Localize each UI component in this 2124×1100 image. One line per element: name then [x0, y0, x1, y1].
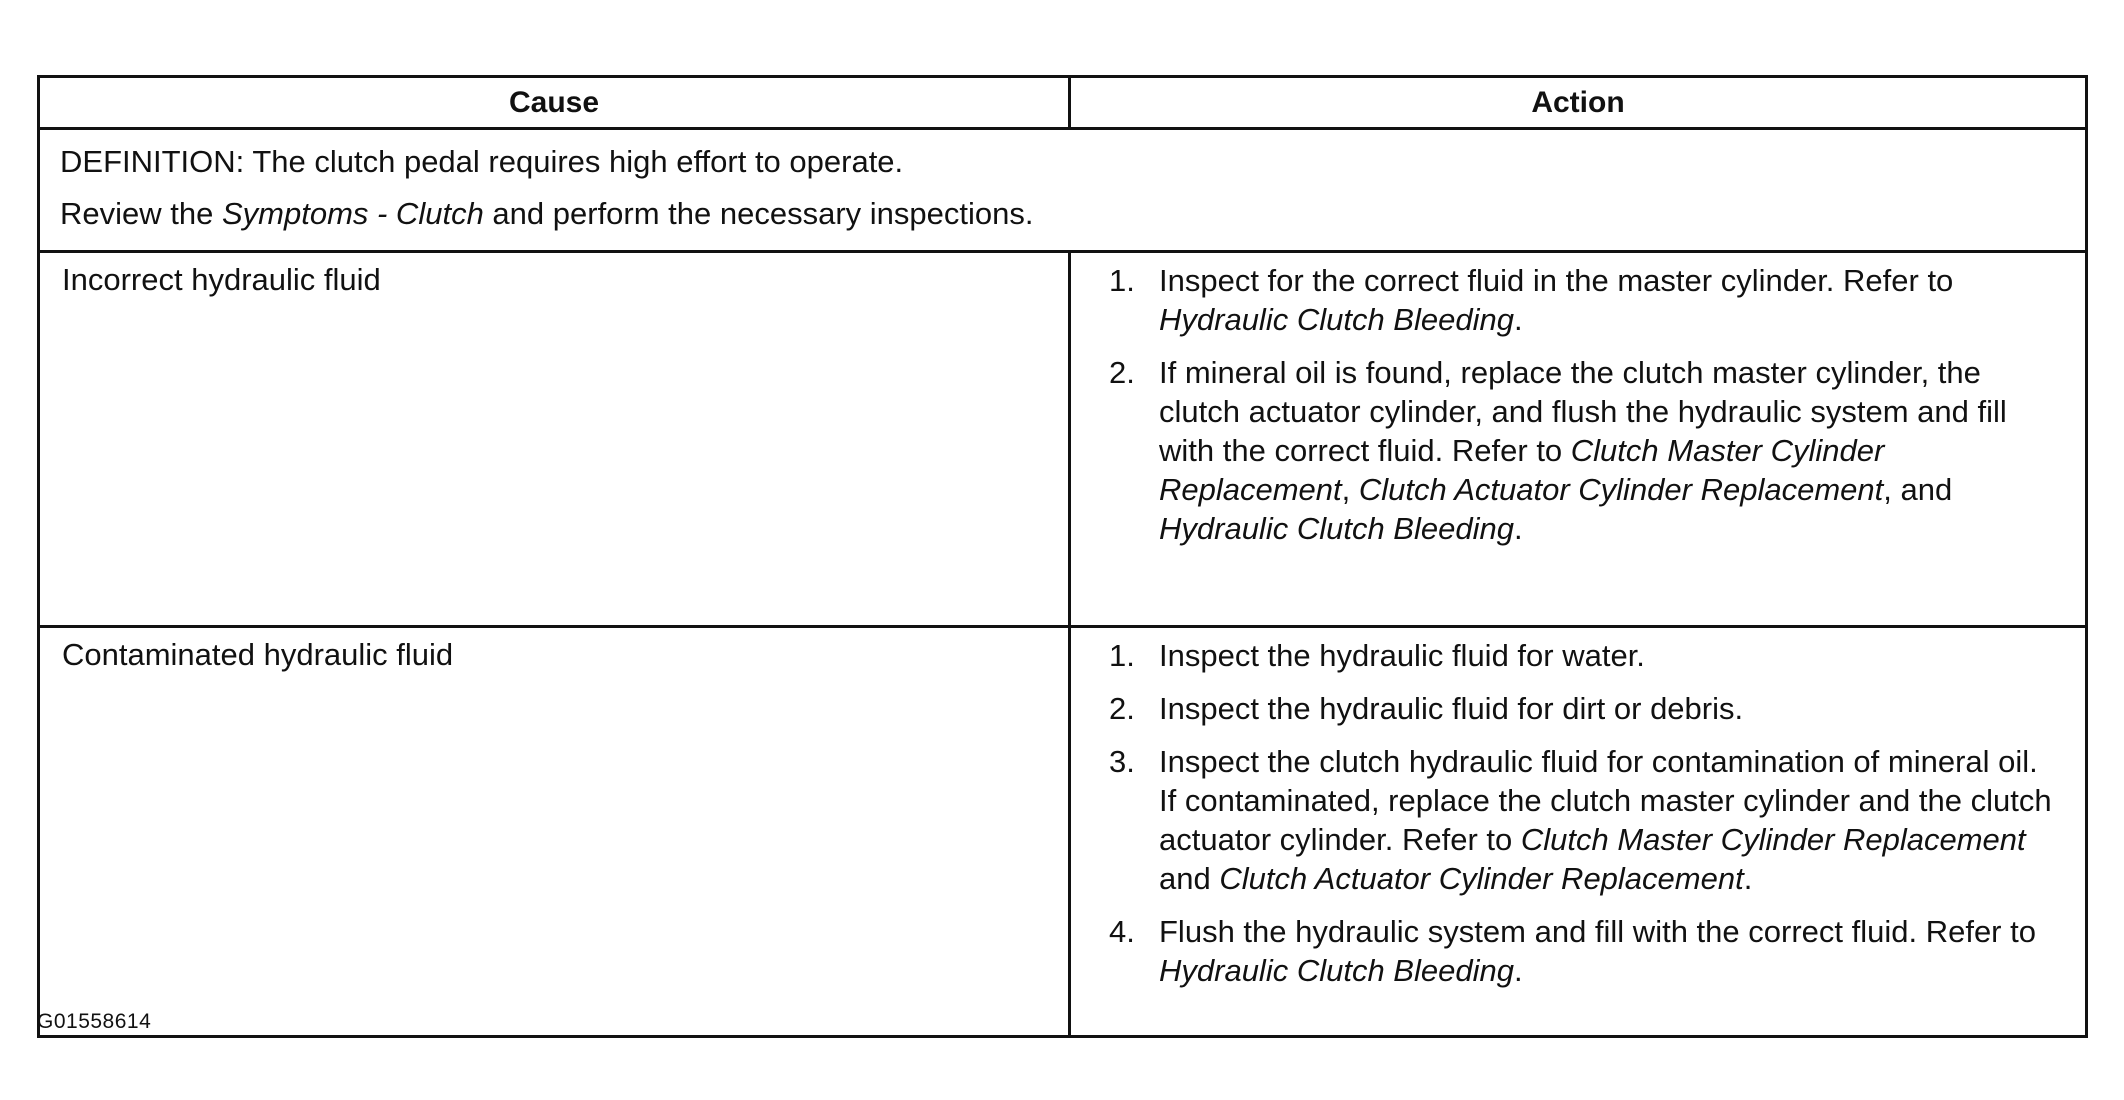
action-step [1109, 261, 2061, 339]
step-text: Inspect the hydraulic fluid for water. [1159, 638, 1645, 673]
action-step [1109, 742, 2061, 898]
step-text [1159, 353, 2061, 548]
review-text-post: and perform the necessary inspections. [483, 196, 1034, 231]
step-number: 1. [1109, 638, 1135, 673]
step-reference: Hydraulic Clutch Bleeding [1159, 511, 1514, 546]
table-row [39, 252, 2087, 627]
step-text-part: Inspect for the correct fluid in the master cylinder. Refer to [1159, 263, 1954, 298]
header-row [39, 77, 2087, 129]
step-number: 2. [1109, 691, 1135, 726]
step-reference: Clutch Master Cylinder Replacement [1159, 433, 1885, 507]
step-number: 3. [1109, 744, 1135, 779]
step-number: 4. [1109, 914, 1135, 949]
step-number: 2. [1109, 355, 1135, 390]
action-cell [1070, 252, 2087, 627]
step-text-part: Inspect the clutch hydraulic fluid for contamination of mineral oil. If contaminated, replace the clutch master cylinder and the clutch actuator cylinder. Refer to [1159, 744, 2052, 857]
action-cell [1070, 627, 2087, 1037]
action-steps [1109, 636, 2061, 990]
step-text [1159, 261, 2061, 339]
definition-cell [39, 129, 2087, 252]
step-text-part: . [1743, 861, 1753, 896]
step-text-part: and [1159, 861, 1220, 896]
step-number: 1. [1109, 263, 1135, 298]
step-text-part: . [1513, 511, 1523, 546]
step-text [1159, 912, 2061, 990]
action-step [1109, 636, 2061, 675]
diagnostic-table [37, 75, 2088, 1038]
table-row [39, 627, 2087, 1037]
step-text-part: , [1341, 472, 1359, 507]
symptoms-clutch-reference: Symptoms - Clutch [221, 196, 484, 231]
step-text: Inspect the hydraulic fluid for dirt or debris. [1159, 691, 1744, 726]
step-reference: Clutch Actuator Cylinder Replacement [1219, 861, 1744, 896]
action-step [1109, 912, 2061, 990]
step-reference: Clutch Master Cylinder Replacement [1520, 822, 2026, 857]
action-steps [1109, 261, 2061, 548]
review-text-pre: Review the [60, 196, 222, 231]
action-step [1109, 689, 2061, 728]
definition-text: DEFINITION: The clutch pedal requires high effort to operate. [60, 144, 904, 179]
figure-id: G01558614 [37, 1010, 152, 1033]
step-reference: Hydraulic Clutch Bleeding [1159, 302, 1514, 337]
action-header: Action [1070, 77, 2087, 129]
step-reference: Hydraulic Clutch Bleeding [1159, 953, 1514, 988]
step-text-part: Flush the hydraulic system and fill with the correct fluid. Refer to [1159, 914, 2036, 949]
review-text [60, 188, 2065, 240]
step-text-part: . [1513, 302, 1523, 337]
cause-header: Cause [39, 77, 1070, 129]
step-text-part: , and [1883, 472, 1953, 507]
definition-row [39, 129, 2087, 252]
cause-cell: Incorrect hydraulic fluid [39, 252, 1070, 627]
cause-cell: Contaminated hydraulic fluid [39, 627, 1070, 1037]
step-text [1159, 742, 2061, 898]
step-text-part: If mineral oil is found, replace the clutch master cylinder, the clutch actuator cylinder, and flush the hydraulic system and fill with the correct fluid. Refer to [1159, 355, 2007, 468]
step-reference: Clutch Actuator Cylinder Replacement [1358, 472, 1884, 507]
step-text-part: . [1513, 953, 1523, 988]
action-step [1109, 353, 2061, 548]
